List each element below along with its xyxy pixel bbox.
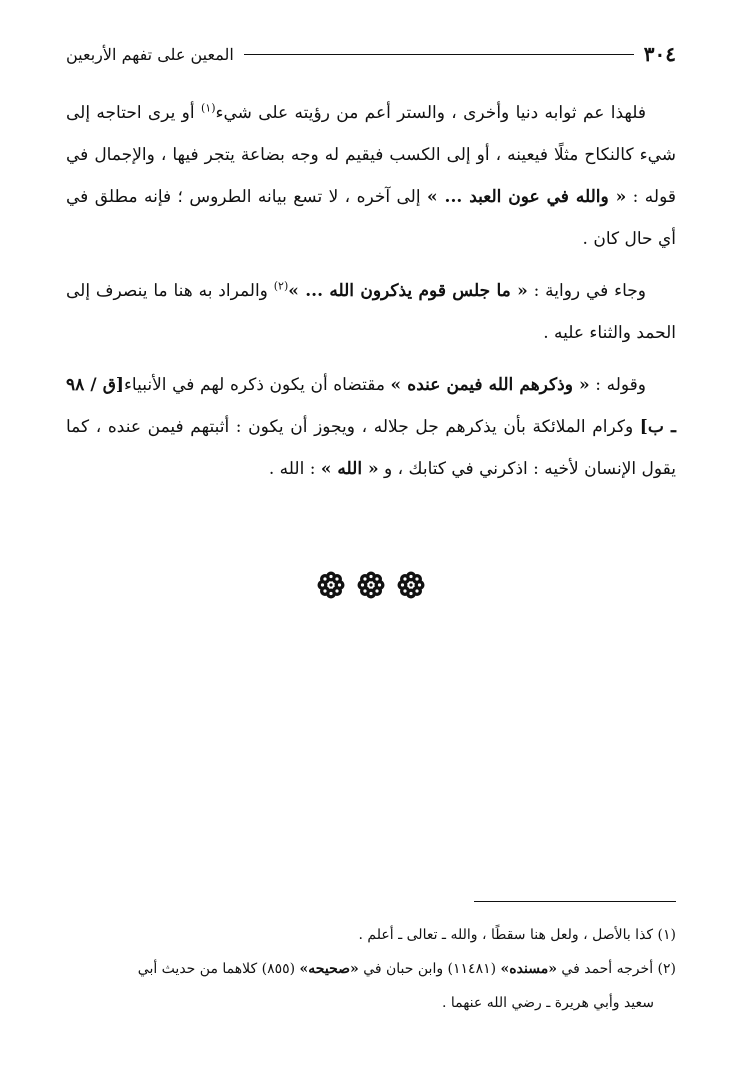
main-text <box>66 92 676 500</box>
paragraph-1 <box>66 92 676 260</box>
text-run: وجاء في رواية : <box>527 281 646 301</box>
running-header <box>66 40 676 68</box>
footnote-2 <box>66 952 676 986</box>
text-run: (٨٥٥) كلاهما من حديث أبي <box>137 961 300 977</box>
footnote-ref-1[interactable]: (١) <box>200 101 216 115</box>
text-run: (٢) أخرجه أحمد في <box>556 961 676 977</box>
text-run: إلى آخره ، لا تسع بيانه الطروس ؛ فإنه مطلق في أي حال كان . <box>66 187 676 249</box>
text-run: مقتضاه أن يكون ذكره لهم في الأنبياء <box>123 375 391 395</box>
text-run: وكرام الملائكة بأن يذكرهم جل جلاله ، ويجوز أن يكون : أثبتهم فيمن عنده ، كما يقول الإنسان لأخيه : اذكرني في كتابك ، و <box>66 417 676 479</box>
paragraph-2 <box>66 270 676 354</box>
header-rule <box>244 54 634 55</box>
footnote-ref-2[interactable]: (٢) <box>273 279 289 293</box>
page-number: ٣٠٤ <box>643 42 676 66</box>
flower-ornament-icon <box>356 570 386 600</box>
footnote-2-continuation: سعيد وأبي هريرة ـ رضي الله عنهما . <box>441 995 654 1011</box>
source-title: «صحيحه» <box>299 961 359 977</box>
flower-ornament-icon <box>396 570 426 600</box>
text-run: فلهذا عم ثوابه دنيا وأخرى ، والستر أعم من رؤيته على شيء <box>215 103 647 123</box>
hadith-quote: « والله في عون العبد ... » <box>426 187 627 207</box>
source-title: «مسنده» <box>500 961 557 977</box>
text-run: أو يرى احتاجه إلى شيء كالنكاح مثلًا فيعينه ، أو إلى الكسب فيقيم له وجه بضاعة يتجر فيها ، والإجمال في قوله : <box>66 103 676 207</box>
section-ornament <box>0 570 742 600</box>
quoted-word: « الله » <box>320 459 379 479</box>
book-title: المعين على تفهم الأربعين <box>66 44 234 64</box>
flower-ornament-icon <box>316 570 346 600</box>
footnotes <box>66 918 676 1020</box>
paragraph-3 <box>66 364 676 490</box>
hadith-quote: « وذكرهم الله فيمن عنده » <box>390 375 590 395</box>
text-run: والمراد به هنا ما ينصرف إلى الحمد والثناء عليه . <box>66 281 676 343</box>
text-run: وقوله : <box>589 375 647 395</box>
text-run: : الله . <box>268 459 321 479</box>
footnote-1: (١) كذا بالأصل ، ولعل هنا سقطًا ، والله ـ تعالى ـ أعلم . <box>358 927 676 943</box>
manuscript-folio-ref: [ق / ٩٨ ـ ب] <box>66 375 676 437</box>
footnote-separator <box>474 901 676 902</box>
text-run: (١١٤٨١) وابن حبان في <box>358 961 501 977</box>
hadith-quote: « ما جلس قوم يذكرون الله ... » <box>288 281 528 301</box>
